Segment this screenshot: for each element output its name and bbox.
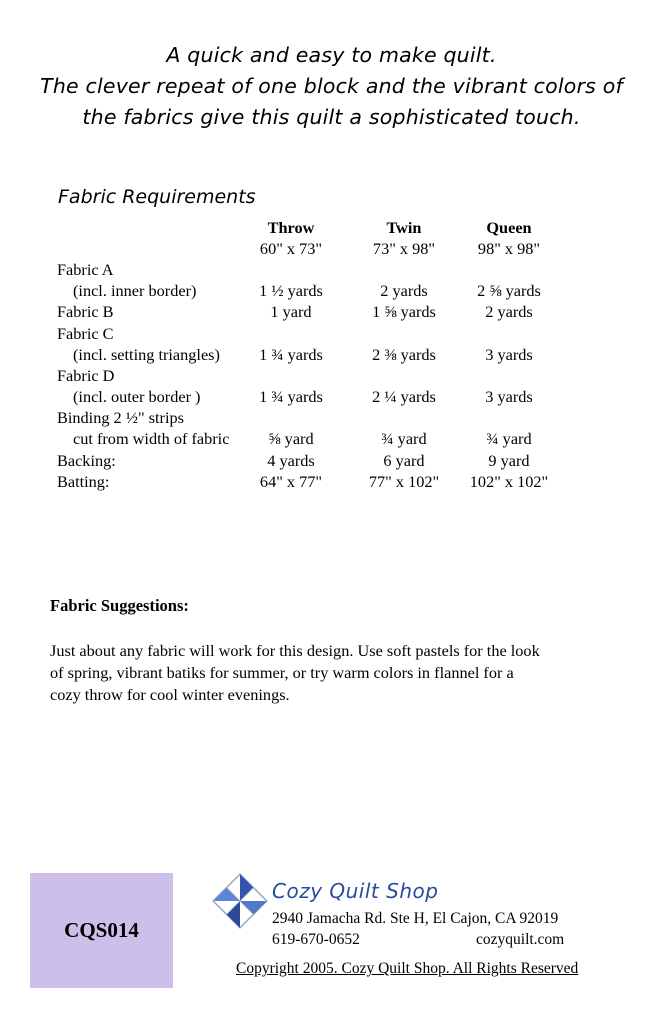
cell-fabric-d-queen: 3 yards	[485, 387, 533, 406]
pinwheel-quilt-logo-icon	[212, 872, 268, 930]
cell-fabric-a-throw: 1 ½ yards	[259, 281, 323, 300]
fabric-requirements-heading: Fabric Requirements	[58, 186, 256, 208]
row-label-fabric-b: Fabric B	[57, 302, 114, 321]
intro-line-1: A quick and easy to make quilt.	[166, 43, 497, 67]
cell-backing-twin: 6 yard	[383, 451, 425, 470]
column-header-throw: Throw	[267, 218, 315, 237]
cell-binding-twin: ¾ yard	[381, 429, 427, 448]
cell-fabric-a-twin: 2 yards	[380, 281, 428, 300]
row-sub-fabric-c: (incl. setting triangles)	[73, 345, 220, 364]
column-header-twin: Twin	[386, 218, 422, 237]
cell-batting-queen: 102" x 102"	[469, 472, 549, 491]
pattern-code-box	[30, 873, 173, 988]
cell-binding-throw: ⅝ yard	[268, 429, 314, 448]
row-label-backing: Backing:	[57, 451, 116, 470]
row-label-batting: Batting:	[57, 472, 110, 491]
row-sub-fabric-d: (incl. outer border )	[73, 387, 201, 406]
suggestions-line-3: cozy throw for cool winter evenings.	[50, 685, 290, 704]
fabric-suggestions-body	[50, 640, 625, 706]
cell-binding-queen: ¾ yard	[486, 429, 532, 448]
cell-fabric-c-throw: 1 ¾ yards	[259, 345, 323, 364]
cell-fabric-a-queen: 2 ⅝ yards	[477, 281, 541, 300]
cell-fabric-d-twin: 2 ¼ yards	[372, 387, 436, 406]
copyright-notice: Copyright 2005. Cozy Quilt Shop. All Rights Reserved	[236, 960, 579, 977]
cell-backing-throw: 4 yards	[267, 451, 315, 470]
intro-text	[0, 40, 663, 133]
pattern-code: CQS014	[64, 918, 139, 942]
row-label-fabric-d: Fabric D	[57, 366, 115, 385]
fabric-suggestions-title: Fabric Suggestions:	[50, 596, 189, 615]
column-header-queen: Queen	[486, 218, 532, 237]
suggestions-line-2: of spring, vibrant batiks for summer, or try warm colors in flannel for a	[50, 663, 514, 682]
row-sub-fabric-a: (incl. inner border)	[73, 281, 197, 300]
row-sub-binding: cut from width of fabric	[73, 429, 230, 448]
shop-name: Cozy Quilt Shop	[272, 879, 439, 903]
row-label-binding: Binding 2 ½" strips	[57, 408, 184, 427]
row-label-fabric-c: Fabric C	[57, 324, 114, 343]
column-size-throw: 60" x 73"	[259, 239, 323, 258]
cell-batting-throw: 64" x 77"	[259, 472, 323, 491]
suggestions-line-1: Just about any fabric will work for this design. Use soft pastels for the look	[50, 641, 540, 660]
cell-fabric-c-twin: 2 ⅜ yards	[372, 345, 436, 364]
cell-fabric-b-throw: 1 yard	[270, 302, 312, 321]
intro-line-2: The clever repeat of one block and the vibrant colors of	[40, 74, 623, 98]
shop-website: cozyquilt.com	[476, 931, 565, 948]
cell-fabric-c-queen: 3 yards	[485, 345, 533, 364]
cell-fabric-b-queen: 2 yards	[485, 302, 533, 321]
intro-line-3: the fabrics give this quilt a sophisticated touch.	[82, 105, 581, 129]
cell-fabric-d-throw: 1 ¾ yards	[259, 387, 323, 406]
cell-backing-queen: 9 yard	[488, 451, 530, 470]
column-size-twin: 73" x 98"	[372, 239, 436, 258]
shop-address: 2940 Jamacha Rd. Ste H, El Cajon, CA 92019	[272, 910, 559, 927]
shop-phone: 619-670-0652	[272, 931, 360, 948]
column-size-queen: 98" x 98"	[477, 239, 541, 258]
row-label-fabric-a: Fabric A	[57, 260, 114, 279]
cell-batting-twin: 77" x 102"	[368, 472, 440, 491]
cell-fabric-b-twin: 1 ⅝ yards	[372, 302, 436, 321]
